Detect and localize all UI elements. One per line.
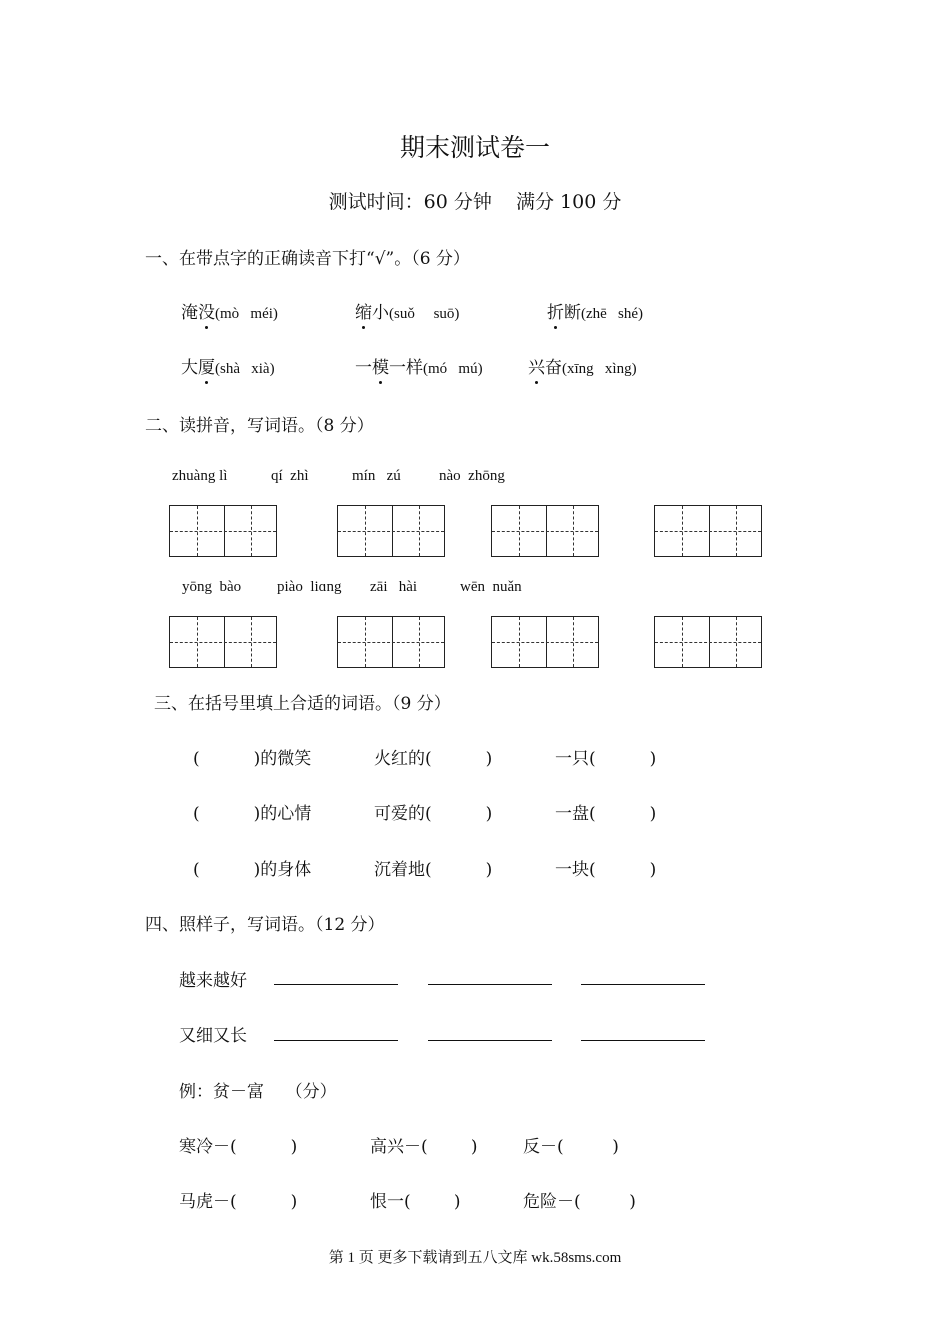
fill-blank[interactable]: 一盘( ) xyxy=(555,804,657,824)
sample-word: 又细又长 xyxy=(179,1026,247,1046)
answer-line[interactable] xyxy=(274,1040,398,1041)
writing-grid[interactable] xyxy=(169,616,277,668)
answer-line[interactable] xyxy=(581,1040,705,1041)
s1-item-4: 大厦(shà xià) xyxy=(181,353,275,378)
fill-blank[interactable]: ( )的微笑 xyxy=(193,749,312,769)
s1-item-3: 折断(zhē shé) xyxy=(547,298,643,323)
pinyin-label: nào zhōng xyxy=(439,468,505,484)
writing-grid[interactable] xyxy=(337,505,445,557)
section1-heading: 一、在带点字的正确读音下打“√”。（6 分） xyxy=(145,249,470,269)
s1-item-1: 淹没(mò méi) xyxy=(181,298,278,323)
answer-line[interactable] xyxy=(428,984,552,985)
fill-blank[interactable]: 沉着地( ) xyxy=(374,860,493,880)
fill-blank[interactable]: 一块( ) xyxy=(555,860,657,880)
section2-heading: 二、读拼音，写词语。（8 分） xyxy=(145,416,374,436)
writing-grid[interactable] xyxy=(491,505,599,557)
fill-blank[interactable]: 一只( ) xyxy=(555,749,657,769)
pinyin-label: wēn nuǎn xyxy=(460,579,522,595)
fill-blank[interactable]: 可爱的( ) xyxy=(374,804,493,824)
sample-word: 越来越好 xyxy=(179,971,247,991)
pinyin-label: piào liɑng xyxy=(277,579,342,595)
writing-grid[interactable] xyxy=(169,505,277,557)
fill-blank[interactable]: ( )的心情 xyxy=(193,804,312,824)
page-footer: 第 1 页 更多下载请到五八文库 wk.58sms.com xyxy=(328,1250,622,1266)
answer-line[interactable] xyxy=(274,984,398,985)
answer-line[interactable] xyxy=(581,984,705,985)
page-title: 期末测试卷一 xyxy=(399,133,550,162)
antonym-blank[interactable]: 马虎－( ) xyxy=(179,1192,298,1212)
page-subtitle: 测试时间：60 分钟 满分 100 分 xyxy=(328,191,622,213)
writing-grid[interactable] xyxy=(654,505,762,557)
pinyin-label: zāi hài xyxy=(370,579,418,595)
fill-blank[interactable]: ( )的身体 xyxy=(193,860,312,880)
s1-item-2: 缩小(suǒ suō) xyxy=(355,298,459,323)
antonym-blank[interactable]: 反－( ) xyxy=(523,1137,619,1157)
pinyin-label: qí zhì xyxy=(271,468,309,484)
writing-grid[interactable] xyxy=(491,616,599,668)
writing-grid[interactable] xyxy=(654,616,762,668)
fill-blank[interactable]: 火红的( ) xyxy=(374,749,493,769)
answer-line[interactable] xyxy=(428,1040,552,1041)
section3-heading: 三、在括号里填上合适的词语。（9 分） xyxy=(154,694,451,714)
s1-item-5: 一模一样(mó mú) xyxy=(355,353,483,378)
antonym-blank[interactable]: 恨一( ) xyxy=(370,1192,461,1212)
antonym-blank[interactable]: 高兴－( ) xyxy=(370,1137,478,1157)
writing-grid[interactable] xyxy=(337,616,445,668)
pinyin-label: mín zú xyxy=(352,468,401,484)
section4-heading: 四、照样子，写词语。（12 分） xyxy=(145,915,385,935)
pinyin-label: zhuàng lì xyxy=(172,468,228,484)
s1-item-6: 兴奋(xīng xìng) xyxy=(528,353,637,378)
antonym-blank[interactable]: 寒冷－( ) xyxy=(179,1137,298,1157)
pinyin-label: yōng bào xyxy=(182,579,242,595)
antonym-blank[interactable]: 危险－( ) xyxy=(523,1192,636,1212)
example-line: 例：贫－富 （分） xyxy=(179,1082,337,1102)
